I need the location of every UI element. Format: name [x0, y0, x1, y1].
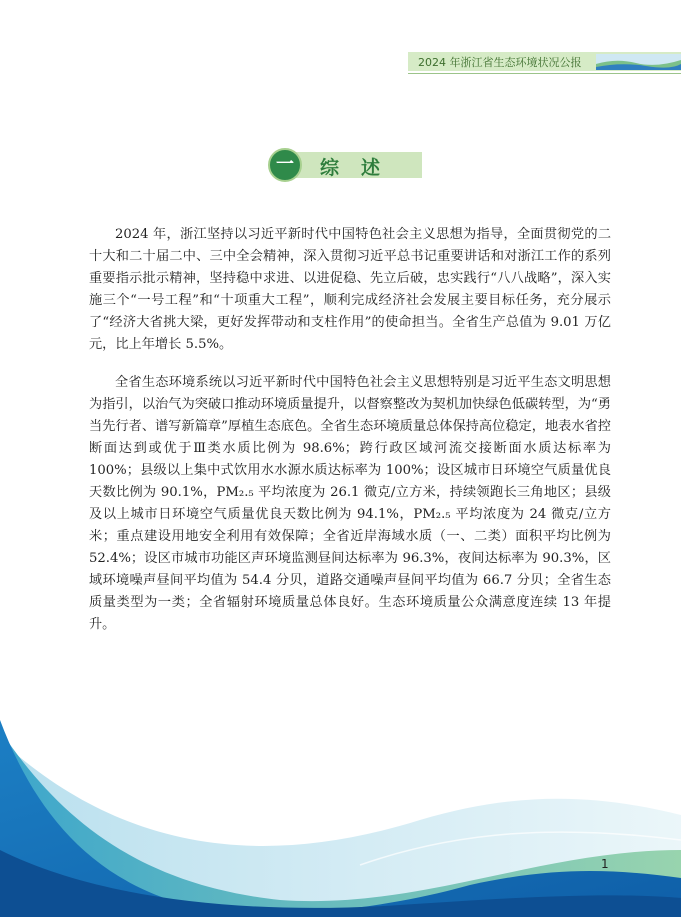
body-paragraph: 全省生态环境系统以习近平新时代中国特色社会主义思想特别是习近平生态文明思想为指引，以治气为突破口推动环境质量提升，以督察整改为契机加快绿色低碳转型，为“勇当先行者、谱写新篇章”厚植生态底色。全省生态环境质量总体保持高位稳定，地表水省控断面达到或优于Ⅲ类水质比例为 98.6%；跨行政区域河流交接断面水质达标率为 100%；县级以上集中式饮用水水源水质达标率为 100%；设区城市日环境空气质量优良天数比例为 90.1%，PM₂.₅ 平均浓度为 26.1 微克/立方米，持续领跑长三角地区；县级及以上城市日环境空气质量优良天数比例为 94.1%，PM₂.₅ 平均浓度为 24 微克/立方米；重点建设用地安全利用有效保障；全省近岸海域水质（一、二类）面积平均比例为 52.4%；设区市城市功能区声环境监测昼间达标率为 96.3%，夜间达标率为 90.3%，区域环境噪声昼间平均值为 54.4 分贝，道路交通噪声昼间平均值为 66.7 分贝；全省生态质量类型为一类；全省辐射环境质量总体良好。生态环境质量公众满意度连续 13 年提升。: [89, 375, 611, 632]
header-divider: [408, 73, 681, 74]
page-number: 1: [601, 857, 609, 871]
section-heading: [268, 148, 424, 182]
header-landscape-image: [596, 54, 681, 70]
report-header-title: 2024 年浙江省生态环境状况公报: [418, 56, 582, 69]
section-title: 综述: [320, 157, 403, 179]
decorative-wave-graphic: [0, 700, 681, 917]
section-number: 一: [276, 154, 294, 175]
body-paragraph: 2024 年，浙江坚持以习近平新时代中国特色社会主义思想为指导，全面贯彻党的二十大和二十届二中、三中全会精神，深入贯彻习近平总书记重要讲话和对浙江工作的系列重要指示批示精神，坚持稳中求进、以进促稳、先立后破，忠实践行“八八战略”，深入实施三个“一号工程”和“十项重大工程”，顺利完成经济社会发展主要目标任务，充分展示了“经济大省挑大梁，更好发挥带动和支柱作用”的使命担当。全省生产总值为 9.01 万亿元，比上年增长 5.5%。: [89, 227, 611, 352]
